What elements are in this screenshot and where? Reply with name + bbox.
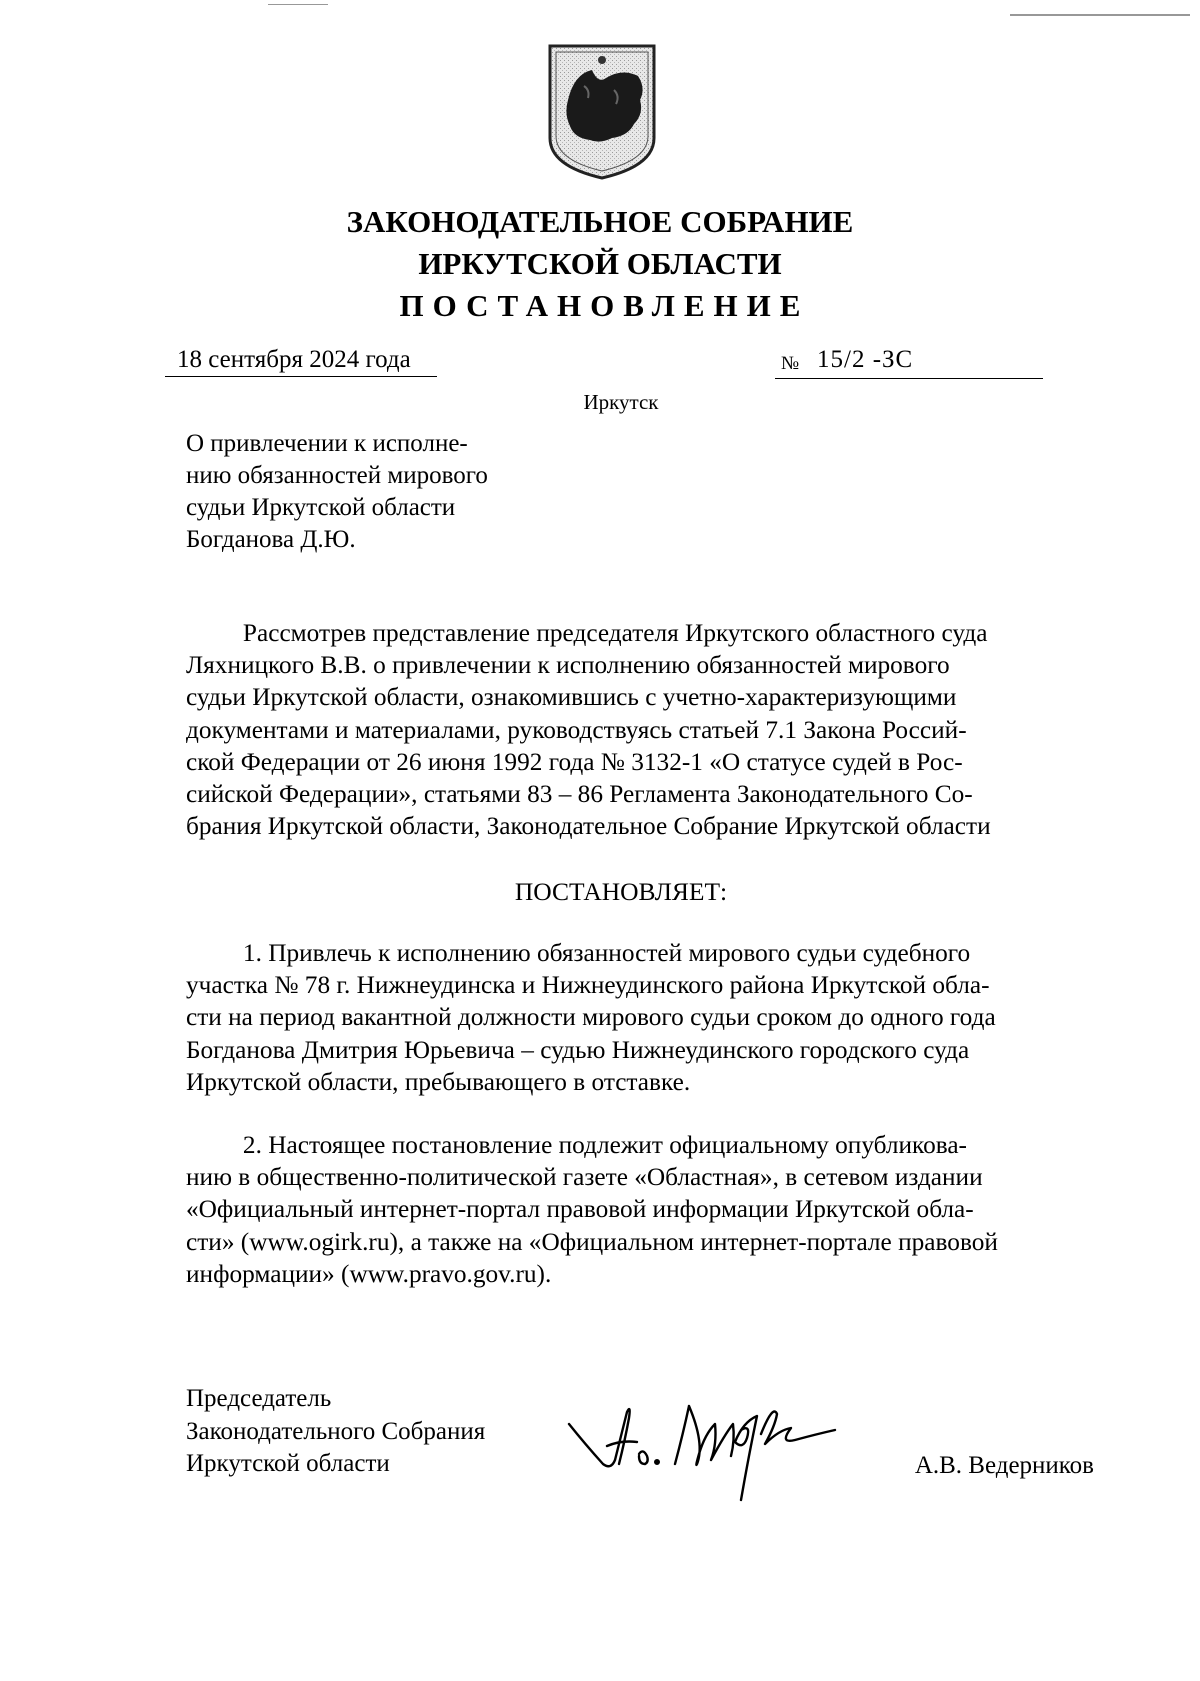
signer-name: А.В. Ведерников (914, 1452, 1094, 1479)
document-number-field (775, 344, 1043, 379)
signature-icon (565, 1394, 855, 1504)
document-subject: О привлечении к исполне- нию обязанностей мирового судьи Иркутской области Богданова Д.Ю. (186, 430, 488, 553)
document-type-title: ПОСТАНОВЛЕНИЕ (399, 288, 810, 323)
document-number: 15/2 -ЗС (817, 346, 914, 373)
document-date: 18 сентября 2024 года (165, 344, 437, 377)
document-city: Иркутск (583, 390, 659, 414)
coat-of-arms-emblem (544, 40, 660, 182)
resolution-item-2: 2. Настоящее постановление подлежит официальному опубликова- нию в общественно-политической газете «Областная», в сетевом издании «Официальный интернет-портал правовой информации Иркутской обла- сти» (www.ogirk.ru), а также на «Официальном интернет-портале правовой информации» (www.pravo.gov.ru). (186, 1131, 998, 1288)
resolution-item-1: 1. Привлечь к исполнению обязанностей мирового судьи судебного участка № 78 г. Нижнеудинска и Нижнеудинского района Иркутской обла- сти на период вакантной должности мирового судьи сроком до одного года Богданова Дмитрия Юрьевича – судью Нижнеудинского городского суда Иркутской области, пребывающего в отставке. (186, 939, 996, 1096)
resolves-heading: ПОСТАНОВЛЯЕТ: (514, 877, 728, 906)
scan-artifact-top-left (268, 4, 328, 5)
organization-name-line2: ИРКУТСКОЙ ОБЛАСТИ (418, 246, 782, 281)
signer-position: Председатель Законодательного Собрания Иркутской области (186, 1385, 486, 1477)
coat-of-arms-icon (544, 40, 660, 182)
number-sign: № (781, 353, 800, 374)
organization-name-line1: ЗАКОНОДАТЕЛЬНОЕ СОБРАНИЕ (346, 204, 854, 239)
scan-artifact-top-right (1010, 14, 1190, 16)
handwritten-signature (565, 1394, 855, 1504)
preamble-paragraph: Рассмотрев представление председателя Иркутского областного суда Ляхницкого В.В. о привлечении к исполнению обязанностей мирового судьи Иркутской области, ознакомившись с учетно-характеризующими документами и материалами, руководствуясь статьей 7.1 Закона Россий- ской Федерации от 26 июня 1992 года № 3132-1 «О статусе судей в Рос- сийской Федерации», статьями 83 – 86 Регламента Законодательного Со- брания Иркутской области, Законодательное Собрание Иркутской области (186, 619, 991, 841)
